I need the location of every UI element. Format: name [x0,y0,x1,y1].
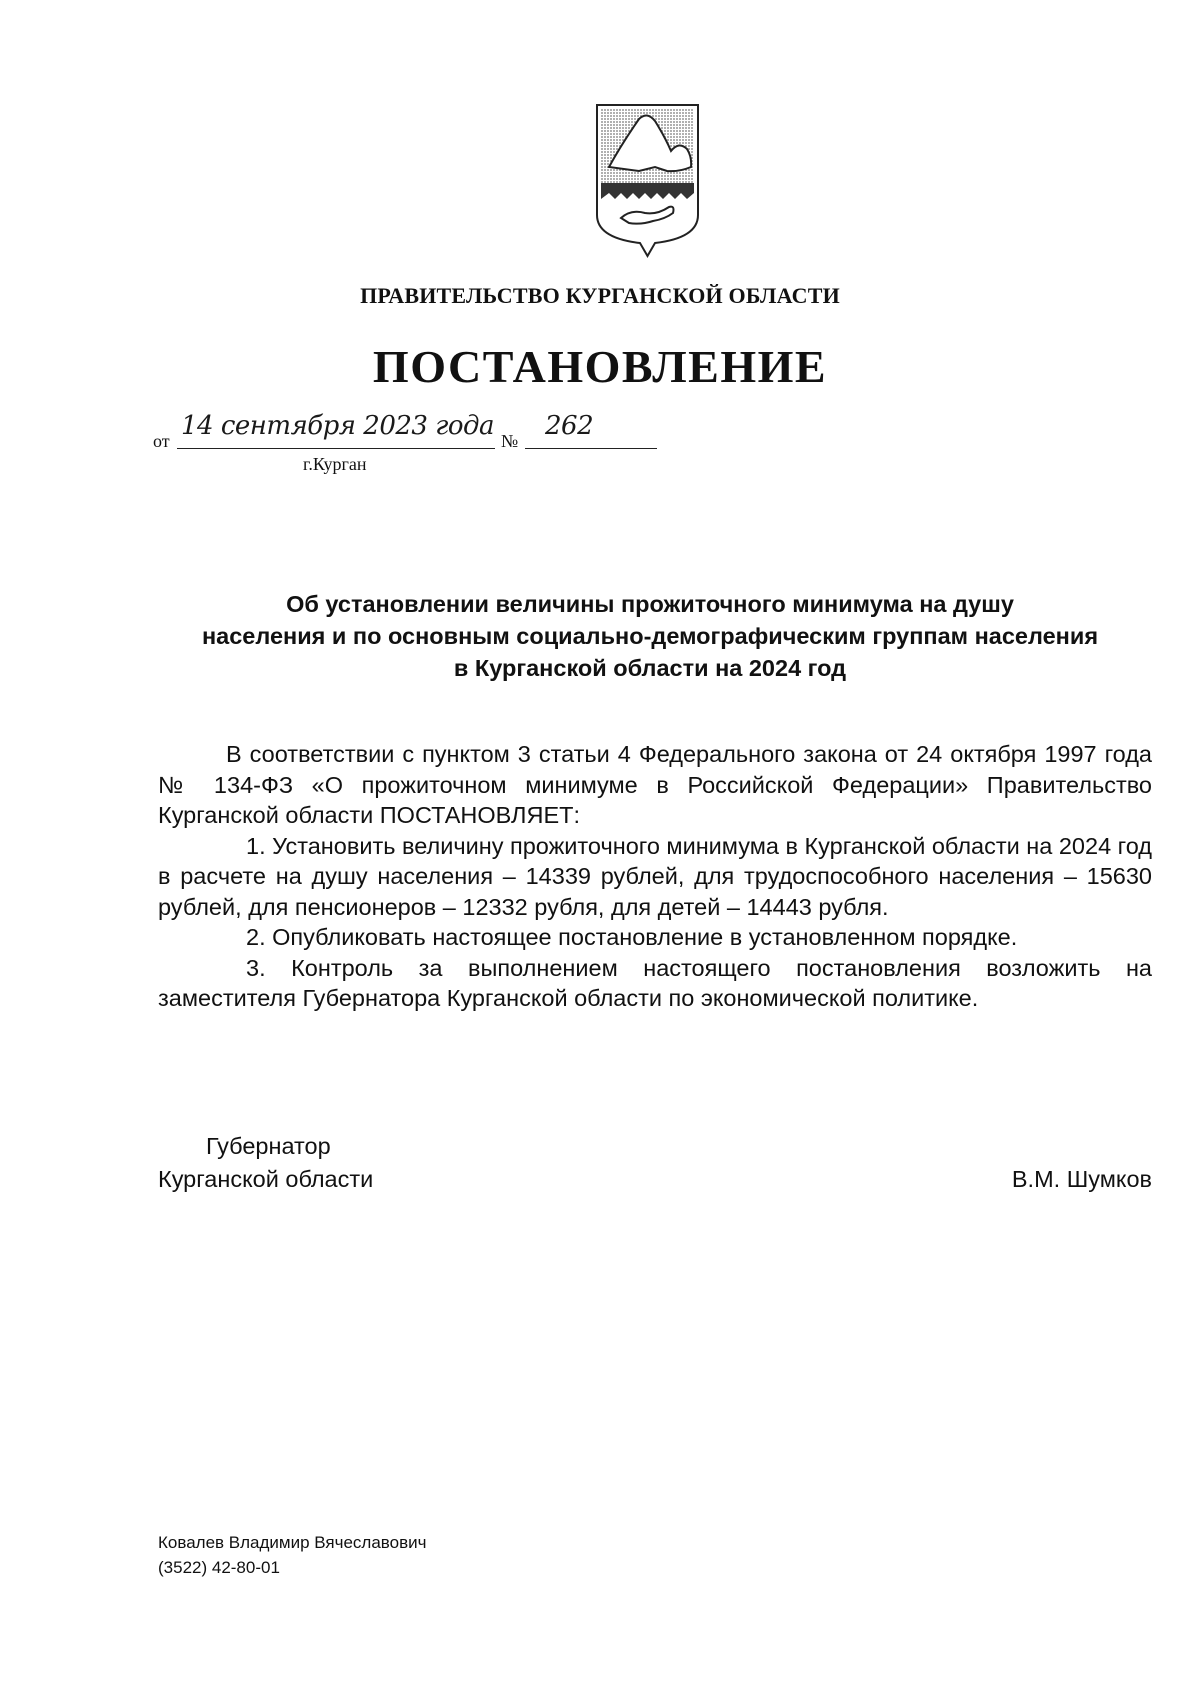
date-underline [177,448,495,449]
resolution-item-3: 3. Контроль за выполнением настоящего постановления возложить на заместителя Губернатора Курганской области по экономической политике. [158,954,1152,1011]
document-body [158,739,1152,1014]
contact-name: Ковалев Владимир Вячеславович [158,1533,427,1552]
signer-position-line2: Курганской области [158,1166,374,1192]
city-name: г.Курган [303,454,367,474]
title-line: населения и по основным социально-демографическим группам населения [201,623,1099,649]
from-label: от [153,431,170,451]
contact-block [158,1530,427,1580]
preamble-paragraph: В соответствии с пунктом 3 статьи 4 Федерального закона от 24 октября 1997 года № 134-ФЗ «О прожиточном минимуме в Российской Федерации» Правительство Курганской области ПОСТАНОВЛЯЕТ: [158,741,1152,828]
signer-name: В.М. Шумков [1011,1166,1152,1192]
organization-name: ПРАВИТЕЛЬСТВО КУРГАНСКОЙ ОБЛАСТИ [360,283,840,308]
signer-position-line1: Губернатор [206,1133,331,1159]
coat-of-arms-icon [595,103,700,258]
document-type-heading: ПОСТАНОВЛЕНИЕ [372,341,828,392]
signer-position [158,1130,373,1196]
date-number-line [153,411,673,515]
resolution-item-2: 2. Опубликовать настоящее постановление в установленном порядке. [246,924,1018,950]
number-underline [525,448,657,449]
document-title [150,588,1150,684]
contact-phone: (3522) 42-80-01 [158,1558,280,1577]
title-line: в Курганской области на 2024 год [453,655,847,681]
handwritten-date: 14 сентября 2023 года [181,411,494,441]
resolution-item-1: 1. Установить величину прожиточного минимума в Курганской области на 2024 год в расчете на душу населения – 14339 рублей, для трудоспособного населения – 15630 рублей, для пенсионеров – 12332 рубля, для детей – 14443 рубля. [158,832,1152,920]
title-line: Об установлении величины прожиточного минимума на душу [286,591,1014,617]
handwritten-number: 262 [545,411,594,441]
number-label: № [501,431,519,451]
